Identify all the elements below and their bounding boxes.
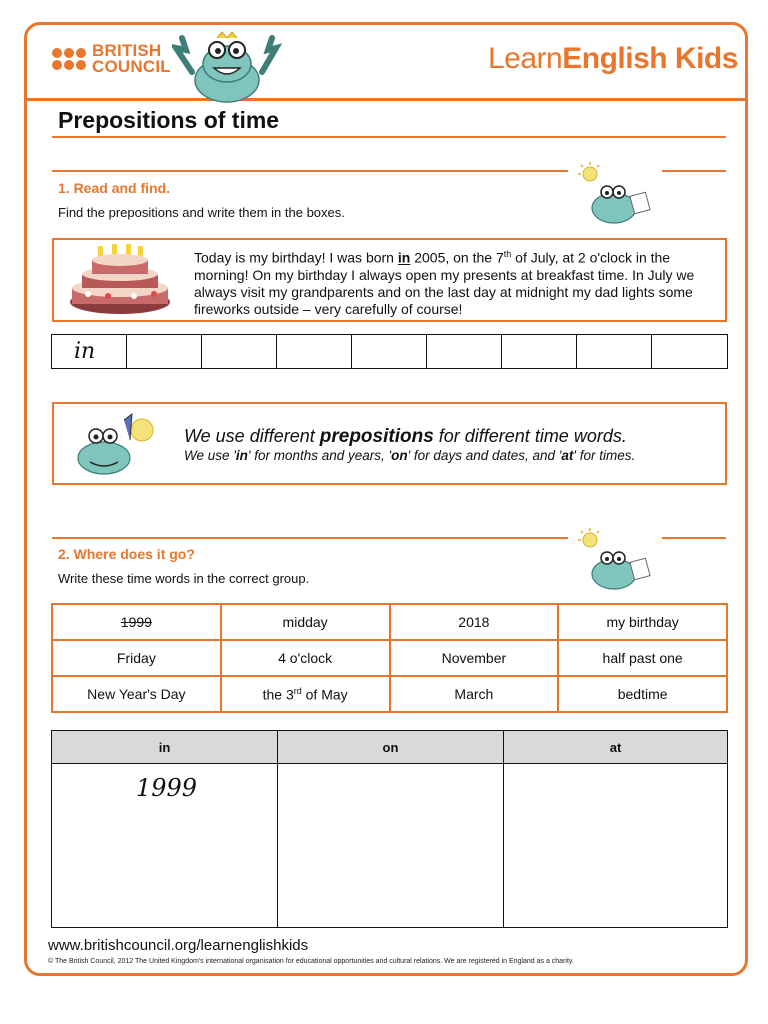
word-cell: March — [390, 676, 559, 712]
tip-main-bold: prepositions — [319, 426, 434, 447]
table-row — [52, 676, 727, 712]
word-cell: New Year's Day — [52, 676, 221, 712]
story-paragraph — [194, 246, 719, 318]
table-header-row — [52, 731, 728, 764]
tip-sub-4: ' for times. — [573, 448, 636, 463]
tip-sub-at: at — [561, 448, 574, 463]
group-in-answer: 1999 — [136, 774, 198, 802]
tip-sub-on: on — [391, 448, 408, 463]
story-box — [52, 238, 727, 322]
tip-sub-2: ' for months and years, ' — [247, 448, 392, 463]
footer-copyright: © The British Council, 2012 The United Kingdom's international organisation for educational opportunities and cultural relations. We are registered in England as a charity. — [48, 958, 574, 965]
birthday-cake-icon — [68, 242, 172, 318]
word-third-rest: of May — [301, 686, 348, 703]
group-header-in: in — [52, 731, 278, 764]
answer-box-7[interactable] — [502, 335, 577, 368]
group-cell-at[interactable] — [504, 764, 728, 928]
section2-rule-right — [662, 537, 726, 539]
teacher-mascot-icon — [74, 410, 164, 478]
logo-learn: Learn — [488, 42, 563, 75]
story-text-after: 2005, on the 7 — [410, 249, 504, 266]
logo-kids: Kids — [674, 42, 738, 75]
logo-line-2: COUNCIL — [92, 57, 171, 76]
logo-english: English — [562, 42, 668, 75]
section2-heading: 2. Where does it go? — [58, 546, 195, 562]
tip-box — [52, 402, 727, 485]
group-header-on: on — [278, 731, 504, 764]
reading-mascot-icon — [574, 162, 658, 228]
learnenglish-kids-logo — [488, 42, 738, 76]
tip-sub-in: in — [235, 448, 248, 463]
word-cell: 4 o'clock — [221, 640, 390, 676]
word-cell: midday — [221, 604, 390, 640]
tip-main-before: We use different — [184, 426, 320, 446]
groups-table — [51, 730, 728, 928]
section1-rule-right — [662, 170, 726, 172]
word-third: the 3 — [262, 686, 294, 703]
word-cell: bedtime — [558, 676, 727, 712]
logo-line-1: BRITISH — [92, 41, 162, 60]
tip-main-text — [184, 426, 627, 448]
title-underline — [52, 136, 726, 138]
story-text-rest: of July, at 2 o'clock in the morning! On my birthday I always open my presents at breakfast time. In July we always visit my grandparents and on the last day at midnight my dad lights some fireworks outside – very carefully of course! — [194, 249, 695, 317]
word-cell: my birthday — [558, 604, 727, 640]
answer-box-3[interactable] — [202, 335, 277, 368]
page-title: Prepositions of time — [58, 107, 280, 133]
header-divider — [27, 98, 745, 101]
table-row — [52, 604, 727, 640]
reading-mascot-2-icon — [574, 528, 658, 594]
section2-instruction: Write these time words in the correct group. — [58, 571, 310, 586]
section1-rule-left — [52, 170, 568, 172]
british-council-logo — [52, 43, 171, 75]
monster-mascot-icon — [172, 28, 282, 106]
word-cell: November — [390, 640, 559, 676]
time-words-table — [51, 603, 728, 713]
section1-heading: 1. Read and find. — [58, 180, 171, 196]
word-cell: 2018 — [390, 604, 559, 640]
story-example-in: in — [397, 249, 411, 266]
answer-box-8[interactable] — [577, 335, 652, 368]
answer-boxes — [51, 334, 728, 369]
footer-url[interactable]: www.britishcouncil.org/learnenglishkids — [48, 937, 309, 954]
answer-box-6[interactable] — [427, 335, 502, 368]
tip-main-after: for different time words. — [433, 426, 627, 446]
answer-box-1[interactable]: in — [52, 335, 127, 368]
answer-box-5[interactable] — [352, 335, 427, 368]
answer-box-9[interactable] — [652, 335, 727, 368]
group-cell-on[interactable] — [278, 764, 504, 928]
story-text-before: Today is my birthday! I was born — [194, 249, 398, 266]
table-row — [52, 764, 728, 928]
tip-sub-text — [184, 448, 635, 463]
story-superscript: th — [503, 249, 512, 259]
tip-sub-1: We use ' — [184, 448, 236, 463]
word-third-sup: rd — [293, 685, 302, 696]
word-cell: Friday — [52, 640, 221, 676]
word-cell: half past one — [558, 640, 727, 676]
tip-sub-3: ' for days and dates, and ' — [407, 448, 562, 463]
word-cell: 1999 — [52, 604, 221, 640]
logo-dots-icon — [52, 48, 86, 70]
group-header-at: at — [504, 731, 728, 764]
answer-box-4[interactable] — [277, 335, 352, 368]
section1-instruction: Find the prepositions and write them in the boxes. — [58, 205, 345, 220]
group-cell-in[interactable] — [52, 764, 278, 928]
table-row — [52, 640, 727, 676]
word-cell-date — [221, 676, 390, 712]
section2-rule-left — [52, 537, 568, 539]
answer-box-2[interactable] — [127, 335, 202, 368]
